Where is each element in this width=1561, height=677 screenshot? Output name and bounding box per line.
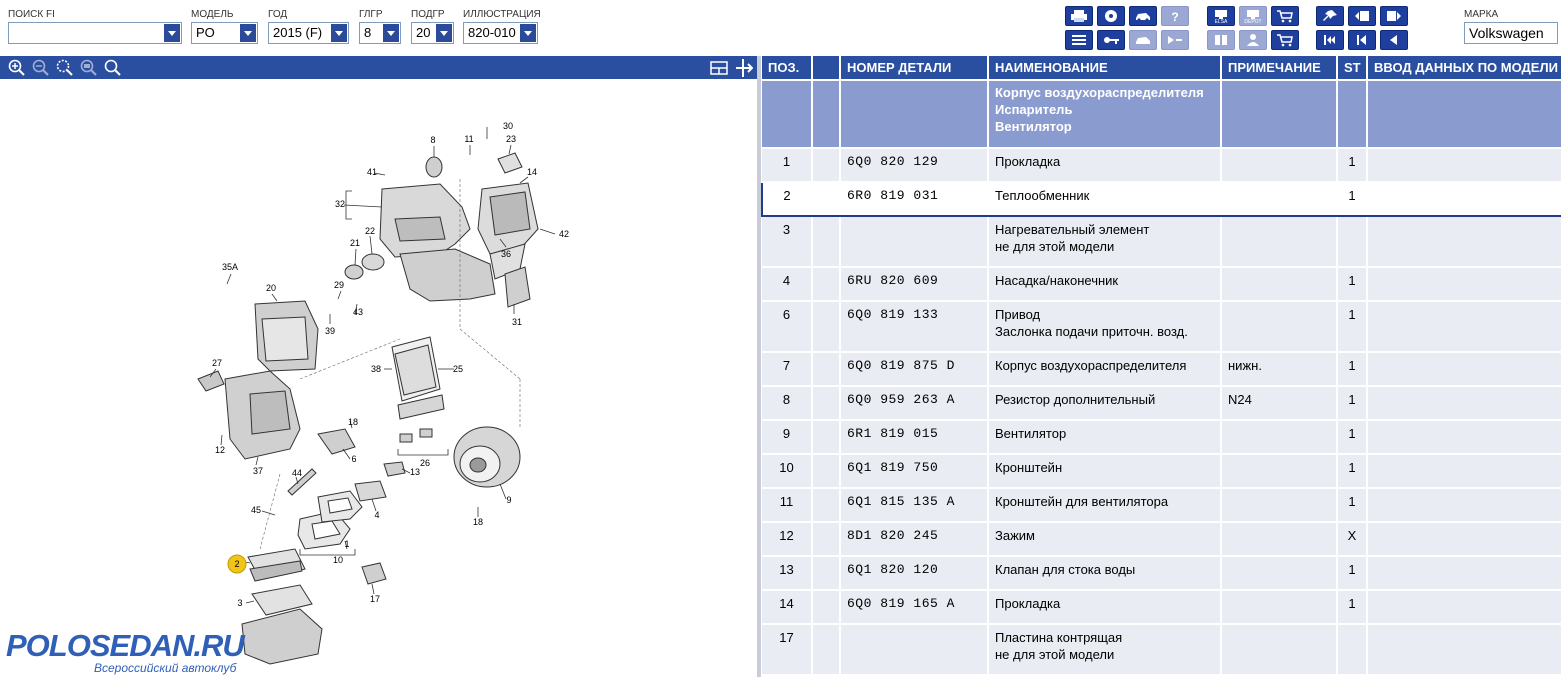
cell-st: 1 [1337,267,1367,301]
depot-label: DEPOT [1244,19,1262,25]
illustration-panel [0,56,757,677]
cell-note [1221,454,1337,488]
cell-blank [812,267,840,301]
brand-value: Volkswagen [1469,25,1544,41]
pin-icon [1321,9,1339,23]
cell-pos: 12 [762,522,812,556]
cell-pos: 13 [762,556,812,590]
diagram-callout-27[interactable]: 27 [211,358,223,368]
cell-model [1367,182,1561,216]
parts-table-panel [761,56,1561,677]
list-button[interactable] [1065,30,1093,50]
cell-blank [812,420,840,454]
cell-name: Теплообменник [988,182,1221,216]
cell-st: 1 [1337,182,1367,216]
table-row[interactable] [762,522,1561,556]
search-label: ПОИСК FI [8,9,55,20]
cell-pos: 1 [762,148,812,182]
disc-button[interactable] [1097,6,1125,26]
diagram-callout-38[interactable]: 38 [370,364,382,374]
parts-table [761,56,1561,676]
diagram-callout-32[interactable]: 32 [334,199,346,209]
table-row[interactable] [762,301,1561,352]
cell-blank [812,148,840,182]
cell-note: N24 [1221,386,1337,420]
user-disabled-button[interactable] [1239,30,1267,50]
cell-part: 6Q0 959 263 A [840,386,988,420]
group-header-text: Корпус воздухораспределителя Испаритель Вентилятор [988,80,1221,148]
col-header-blank[interactable] [812,56,840,80]
cell-pos: 3 [762,216,812,267]
logo-sub-text: Всероссийский автоклуб [94,661,237,675]
cell-name: Зажим [988,522,1221,556]
cell-part: 8D1 820 245 [840,522,988,556]
brand-select[interactable] [1464,22,1558,44]
svg-text:?: ? [1171,10,1179,23]
diagram-callout-11[interactable]: 11 [464,134,474,144]
cell-name: Вентилятор [988,420,1221,454]
cell-note [1221,301,1337,352]
diagram-callout-20[interactable]: 20 [265,283,277,293]
cell-name: Кронштейн для вентилятора [988,488,1221,522]
group-header-row [762,80,1561,148]
diagram-callout-10[interactable]: 10 [332,555,344,565]
table-row[interactable] [762,488,1561,522]
cell-st: 1 [1337,420,1367,454]
cell-name: Корпус воздухораспределителя [988,352,1221,386]
back-icon [1385,33,1403,47]
col-header-name[interactable]: НАИМЕНОВАНИЕ [988,56,1221,80]
diagram-callout-14[interactable]: 14 [526,167,538,177]
expand-panel-button[interactable] [732,57,754,78]
diagram-callout-36[interactable]: 36 [500,249,512,259]
cell-model [1367,522,1561,556]
list-icon [1070,33,1088,47]
cell-part [840,216,988,267]
cell-name: Насадка/наконечник [988,267,1221,301]
diagram-callout-3[interactable]: 3 [237,598,243,608]
table-row[interactable] [762,556,1561,590]
cell-st: X [1337,522,1367,556]
cell-pos: 9 [762,420,812,454]
cell-blank [812,386,840,420]
dropdown-arrow-icon[interactable] [164,24,180,42]
cell-part: 6Q0 819 165 A [840,590,988,624]
cell-pos: 2 [762,182,812,216]
diagram-callout-44[interactable]: 44 [291,468,303,478]
zoom-area-icon [56,59,74,77]
cell-model [1367,590,1561,624]
cell-name: Привод Заслонка подачи приточн. возд. [988,301,1221,352]
cell-note [1221,488,1337,522]
diagram-callout-29[interactable]: 29 [333,280,345,290]
help-button[interactable] [1161,6,1189,26]
print-disabled-icon [1212,33,1230,47]
diagram-callout-21[interactable]: 21 [349,238,361,248]
zoom-fit-icon [80,59,98,77]
first-icon [1321,33,1339,47]
zoom-icon [104,59,122,77]
cell-pos: 7 [762,352,812,386]
cell-blank [812,488,840,522]
previous-button[interactable] [1348,30,1376,50]
cell-pos: 6 [762,301,812,352]
table-row[interactable] [762,386,1561,420]
diagram-callout-45[interactable]: 45 [250,505,262,515]
cell-blank [812,624,840,675]
prev-page-icon [1353,9,1371,23]
cell-st: 1 [1337,454,1367,488]
diagram-callout-41[interactable]: 41 [366,167,378,177]
year-value: 2015 (F) [273,25,323,40]
zoom-toolbar [0,56,757,79]
table-row[interactable] [762,148,1561,182]
printer-icon [1070,9,1088,23]
zoom-out-icon [32,59,50,77]
diagram-callout-39[interactable]: 39 [324,326,336,336]
col-header-pos[interactable]: ПОЗ. [762,56,812,80]
cell-st: 1 [1337,590,1367,624]
cell-st: 1 [1337,488,1367,522]
cell-pos: 4 [762,267,812,301]
illustration-field-group [463,8,541,44]
back-button[interactable] [1380,30,1408,50]
cell-st: 1 [1337,148,1367,182]
group-field-group [359,8,401,44]
cart-add-button[interactable] [1271,6,1299,26]
cell-model [1367,216,1561,267]
cell-st [1337,624,1367,675]
cell-st: 1 [1337,556,1367,590]
move-arrows-icon [733,58,753,78]
user-disabled-icon [1244,33,1262,47]
cell-name: Кронштейн [988,454,1221,488]
cell-blank [812,182,840,216]
diagram-callout-43[interactable]: 43 [352,307,364,317]
logo-main-text: POLOSEDAN.RU [6,628,244,663]
cell-blank [812,301,840,352]
cell-st: 1 [1337,301,1367,352]
vehicle-button[interactable] [1129,6,1157,26]
diagram-callout-23[interactable]: 23 [505,134,517,144]
table-row[interactable] [762,454,1561,488]
diagram-callout-17[interactable]: 17 [369,594,381,604]
subgroup-label: ПОДГР [411,9,445,20]
cell-note [1221,216,1337,267]
col-header-st[interactable]: ST [1337,56,1367,80]
zoom-area-button[interactable] [54,57,76,78]
cell-name: Клапан для стока воды [988,556,1221,590]
disc-icon [1102,9,1120,23]
next-page-icon [1385,9,1403,23]
dropdown-arrow-icon[interactable] [436,24,452,42]
vehicle-disabled-button[interactable] [1129,30,1157,50]
year-field-group [268,8,349,44]
search-field-group [8,8,182,44]
diagram-callout-13[interactable]: 13 [409,467,421,477]
table-row[interactable] [762,267,1561,301]
brand-field-group [1464,8,1558,44]
cell-model [1367,301,1561,352]
table-row[interactable] [762,420,1561,454]
next-page-button[interactable] [1380,6,1408,26]
dropdown-arrow-icon[interactable] [331,24,347,42]
table-row[interactable] [762,624,1561,675]
table-row[interactable] [762,216,1561,267]
cell-part: 6Q0 819 875 D [840,352,988,386]
cell-part: 6Q0 819 133 [840,301,988,352]
cell-blank [812,556,840,590]
forward-disabled-icon [1166,33,1184,47]
cell-name: Нагревательный элемент не для этой модели [988,216,1221,267]
panel-layout-button[interactable] [708,57,730,78]
filter-bar [0,0,1561,56]
cell-pos: 14 [762,590,812,624]
cell-part: 6Q1 819 750 [840,454,988,488]
zoom-in-icon [8,59,26,77]
car-icon [1134,9,1152,23]
cell-name: Резистор дополнительный [988,386,1221,420]
elsa-button[interactable] [1207,6,1235,26]
table-row[interactable] [762,352,1561,386]
highlight-badge-label: 2 [234,559,240,569]
diagram-callout-30[interactable]: 30 [502,121,514,131]
cell-blank [812,522,840,556]
diagram-callout-31[interactable]: 31 [511,317,523,327]
cell-part [840,624,988,675]
col-header-model-data[interactable]: ВВОД ДАННЫХ ПО МОДЕЛИ [1367,56,1561,80]
dropdown-arrow-icon[interactable] [240,24,256,42]
dropdown-arrow-icon[interactable] [383,24,399,42]
cell-blank [812,590,840,624]
dropdown-arrow-icon[interactable] [520,24,536,42]
parts-diagram[interactable] [0,79,757,677]
cell-model [1367,148,1561,182]
cell-blank [812,352,840,386]
key-button[interactable] [1097,30,1125,50]
cell-name: Пластина контрящая не для этой модели [988,624,1221,675]
year-label: ГОД [268,9,288,20]
diagram-callout-26[interactable]: 26 [419,458,431,468]
cell-model [1367,386,1561,420]
car-disabled-icon [1134,33,1152,47]
cell-note [1221,182,1337,216]
cell-model [1367,488,1561,522]
cell-part: 6R0 819 031 [840,182,988,216]
brand-label: МАРКА [1464,9,1499,20]
cart-list-icon [1276,33,1294,47]
cart-add-icon [1276,9,1294,23]
col-header-note[interactable]: ПРИМЕЧАНИЕ [1221,56,1337,80]
cell-part: 6RU 820 609 [840,267,988,301]
table-row[interactable] [762,590,1561,624]
subgroup-value: 20 [416,25,431,40]
illustration-label: ИЛЛЮСТРАЦИЯ [463,9,541,20]
pin-button[interactable] [1316,6,1344,26]
print-disabled-button[interactable] [1207,30,1235,50]
cell-part: 6Q1 815 135 A [840,488,988,522]
cell-model [1367,556,1561,590]
diagram-callout-37[interactable]: 37 [252,466,264,476]
cell-note [1221,624,1337,675]
table-row[interactable] [762,182,1561,216]
cell-pos: 17 [762,624,812,675]
search-input[interactable] [8,22,182,44]
layout-icon [710,60,728,76]
cell-model [1367,352,1561,386]
illustration-select[interactable] [463,22,538,44]
diagram-callout-18[interactable]: 18 [347,417,359,427]
cell-blank [812,454,840,488]
table-header-row [762,56,1561,80]
cell-note: нижн. [1221,352,1337,386]
cell-model [1367,420,1561,454]
diagram-callout-25[interactable]: 25 [452,364,464,374]
cell-pos: 11 [762,488,812,522]
elsa-label: ELSA [1214,19,1228,25]
cell-note [1221,148,1337,182]
depot-button[interactable] [1239,6,1267,26]
diagram-callout-42[interactable]: 42 [558,229,570,239]
cell-note [1221,590,1337,624]
zoom-out-button[interactable] [30,57,52,78]
diagram-callout-1[interactable]: 1 [344,539,350,549]
cell-note [1221,522,1337,556]
zoom-button[interactable] [102,57,124,78]
cell-name: Прокладка [988,590,1221,624]
model-value: PO [196,25,215,40]
diagram-callout-6[interactable]: 6 [351,454,357,464]
cell-note [1221,267,1337,301]
diagram-callout-18[interactable]: 18 [472,517,484,527]
cell-note [1221,420,1337,454]
cell-pos: 10 [762,454,812,488]
cell-st [1337,216,1367,267]
site-logo [6,630,244,674]
subgroup-select[interactable] [411,22,454,44]
previous-icon [1353,33,1371,47]
print-button[interactable] [1065,6,1093,26]
cell-pos: 8 [762,386,812,420]
zoom-fit-button[interactable] [78,57,100,78]
prev-page-button[interactable] [1348,6,1376,26]
question-icon [1166,9,1184,23]
zoom-in-button[interactable] [6,57,28,78]
cell-part: 6R1 819 015 [840,420,988,454]
cell-part: 6Q0 820 129 [840,148,988,182]
key-icon [1102,33,1120,47]
col-header-part-number[interactable]: НОМЕР ДЕТАЛИ [840,56,988,80]
cell-model [1367,624,1561,675]
diagram-callout-22[interactable]: 22 [364,226,376,236]
diagram-callout-12[interactable]: 12 [214,445,226,455]
model-field-group [191,8,258,44]
cell-blank [812,216,840,267]
group-value: 8 [364,25,372,40]
cell-part: 6Q1 820 120 [840,556,988,590]
diagram-callout-4[interactable]: 4 [374,510,380,520]
forward-disabled-button[interactable] [1161,30,1189,50]
cell-name: Прокладка [988,148,1221,182]
cell-st: 1 [1337,352,1367,386]
model-select[interactable] [191,22,258,44]
model-label: МОДЕЛЬ [191,9,234,20]
diagram-callout-9[interactable]: 9 [506,495,512,505]
cell-model [1367,267,1561,301]
year-select[interactable] [268,22,349,44]
cell-note [1221,556,1337,590]
group-select[interactable] [359,22,401,44]
cart-list-button[interactable] [1271,30,1299,50]
cell-model [1367,454,1561,488]
illustration-value: 820-010 [468,25,516,40]
diagram-callout-8[interactable]: 8 [430,135,436,145]
group-label: ГЛГР [359,9,383,20]
diagram-callout-35A[interactable]: 35A [221,262,239,272]
subgroup-field-group [411,8,454,44]
cell-st: 1 [1337,386,1367,420]
first-button[interactable] [1316,30,1344,50]
